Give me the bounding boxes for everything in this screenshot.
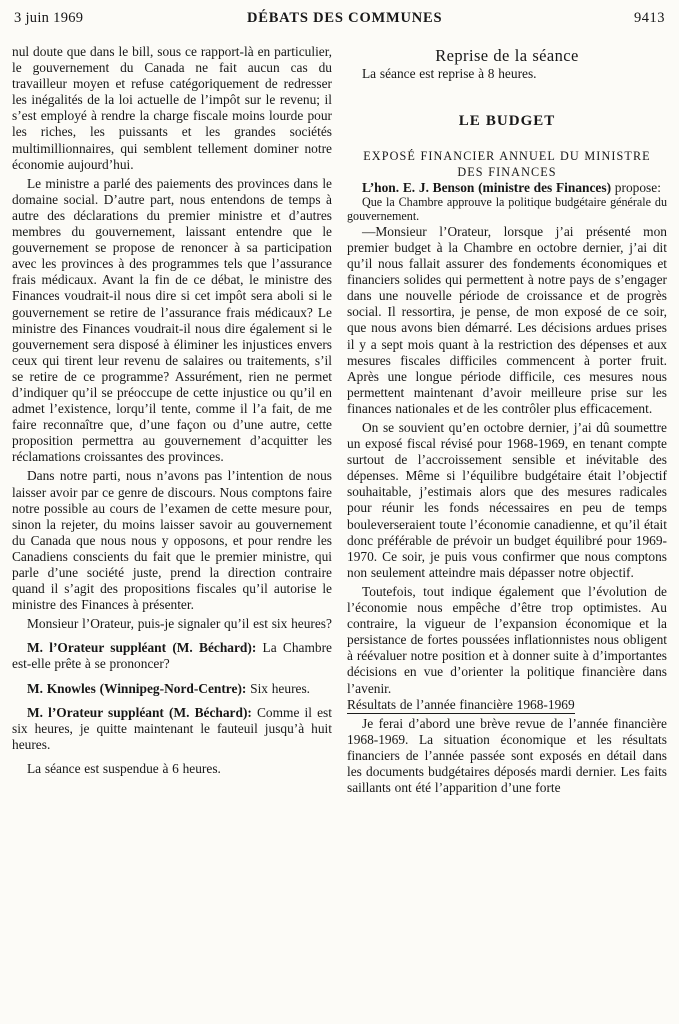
- run-in-heading-results: [347, 697, 667, 713]
- results-heading-text: Résultats de l’année financière 1968-1969: [347, 696, 575, 712]
- seance-reprise-line: La séance est reprise à 8 heures.: [362, 66, 537, 81]
- header-page-number: 9413: [633, 10, 665, 26]
- left-column: [12, 44, 332, 796]
- speech-text: Six heures.: [250, 680, 311, 696]
- motion-text: Que la Chambre approuve la politique budgétaire générale du gouvernement.: [347, 195, 667, 224]
- paragraph: Le ministre a parlé des paiements des provinces dans le domaine social. D’autre part, nous entendons de temps à autre des déclarations du premier ministre et d’autres membres du gouvernement, laissant entendre que le gouvernement se propose de renoncer à sa participation avec les provinces à des programmes tels que l’assurance frais médicaux. Avant la fin de ce débat, le ministre des Finances voudrait-il nous dire si cet impôt sera aboli si le gouvernement se retire de l’assurance frais médicaux? Le ministre des Finances voudrait-il nous dire également si le gouvernement sera disposé à éliminer les injustices envers ceux qui tirent leur revenu de salaires ou traitements, s’il se retire de ce programme? Assurément, rien ne permet d’indiquer qu’il se préoccupe de cette injustice ou qu’il en admet l’existence, lorqu’il tente, comme il l’a fait, de me faire reconnaître que, d’une façon ou d’une autre, cette proposition permettra au gouvernement d’acquitter les réclamations croissantes des provinces.: [12, 175, 332, 465]
- two-column-body: [12, 44, 667, 796]
- right-column: [347, 44, 667, 796]
- section-heading-budget: LE BUDGET: [458, 113, 556, 130]
- speaker-name: L’hon. E. J. Benson (ministre des Finances): [362, 180, 612, 196]
- speech-paragraph: [12, 681, 332, 697]
- paragraph: nul doute que dans le bill, sous ce rapport-là en particulier, le gouvernement du Canada ne fait aucun cas du travailleur moyen et refuse catégoriquement de redresser les inégalités de la loi actuelle de l’impôt sur le revenu; il s’est employé à rendre la charge fiscale moins lourde pour les riches, les puissants et les grandes sociétés multimillionnaires, qui semblent tellement dominer notre économie aujourd’hui.: [12, 44, 332, 172]
- header-title: DÉBATS DES COMMUNES: [246, 10, 443, 26]
- running-header: [12, 8, 667, 27]
- suspension-note: La séance est suspendue à 6 heures.: [27, 760, 221, 776]
- section-heading-reprise: Reprise de la séance: [435, 46, 579, 65]
- subsection-heading-expose: EXPOSÉ FINANCIER ANNUEL DU MINISTRE DES FINANCES: [363, 149, 651, 179]
- speech-text: Comme il est six heures, je quitte maintenant le fauteuil jusqu’à huit heures.: [12, 704, 332, 752]
- speech-text: La Chambre est-elle prête à se prononcer?: [12, 640, 332, 672]
- speaker-name: M. l’Orateur suppléant (M. Béchard):: [27, 704, 252, 720]
- paragraph: Monsieur l’Orateur, puis-je signaler qu’il est six heures?: [27, 616, 332, 632]
- speech-text: propose:: [614, 180, 661, 196]
- speaker-name: M. Knowles (Winnipeg-Nord-Centre):: [27, 680, 247, 696]
- speech-paragraph: [12, 705, 332, 753]
- speech-paragraph: [12, 640, 332, 672]
- paragraph: Je ferai d’abord une brève revue de l’année financière 1968-1969. La situation économique et les résultats financiers de l’année passée sont exposés en détail dans les documents budgétaires déposés mardi dernier. Les faits saillants ont été l’apparition d’une forte: [347, 715, 667, 796]
- paragraph: —Monsieur l’Orateur, lorsque j’ai présenté mon premier budget à la Chambre en octobre dernier, j’ai dit qu’il nous fallait assurer des fondements économiques et financiers solides qui permettent à notre pays de s’engager dans une nouvelle période de croissance et de progrès social. Il ressortira, je pense, de mon exposé de ce soir, que nous avons bien démarré. Les décisions ardues prises il y a sept mois quant à la restriction des dépenses et aux mesures fiscales difficiles commencent à porter fruit. Après une longue période difficile, ces mesures nous permettent maintenant d’avoir meilleure prise sur les finances nationales et de les contrôler plus efficacement.: [347, 223, 667, 416]
- speaker-name: M. l’Orateur suppléant (M. Béchard):: [27, 640, 257, 656]
- paragraph: On se souvient qu’en octobre dernier, j’ai dû soumettre un exposé fiscal révisé pour 1968-1969, en tenant compte surtout de l’accroissement sensible et inévitable des dépenses. Même si l’équilibre budgétaire était l’objectif souhaitable, j’estimais alors que des mesures radicales pour réunir les fonds nécessaires en peu de temps bouleverseraient toute l’économie canadienne, et qu’il était donc préférable de prévoir un budget équilibré pour 1969-1970. Ce soir, je puis vous confirmer que nous comptons non seulement atteindre mais dépasser notre objectif.: [347, 420, 667, 580]
- header-date: 3 juin 1969: [14, 10, 84, 26]
- speech-paragraph: [347, 180, 667, 196]
- paragraph: Dans notre parti, nous n’avons pas l’intention de nous laisser avoir par ce genre de discours. Nous comptons faire notre possible au cours de l’examen de cette mesure pour, sinon la rejeter, du moins laisser savoir au gouvernement du Canada que nous nous y opposons, et pour rendre les Canadiens conscients du fait que le premier ministre, qui parle d’une société juste, prend la direction contraire quand il s’agit des propositions fiscales qu’il autorise le ministre des Finances à présenter.: [12, 468, 332, 613]
- paragraph: Toutefois, tout indique également que l’évolution de l’économie nous empêche d’être trop optimistes. Au contraire, la vigueur de l’expansion économique et la persistance de fortes poussées inflationnistes nous obligent à réévaluer notre position et à donner suite à d’importantes décisions en vue d’orienter la politique financière dans l’avenir.: [347, 583, 667, 696]
